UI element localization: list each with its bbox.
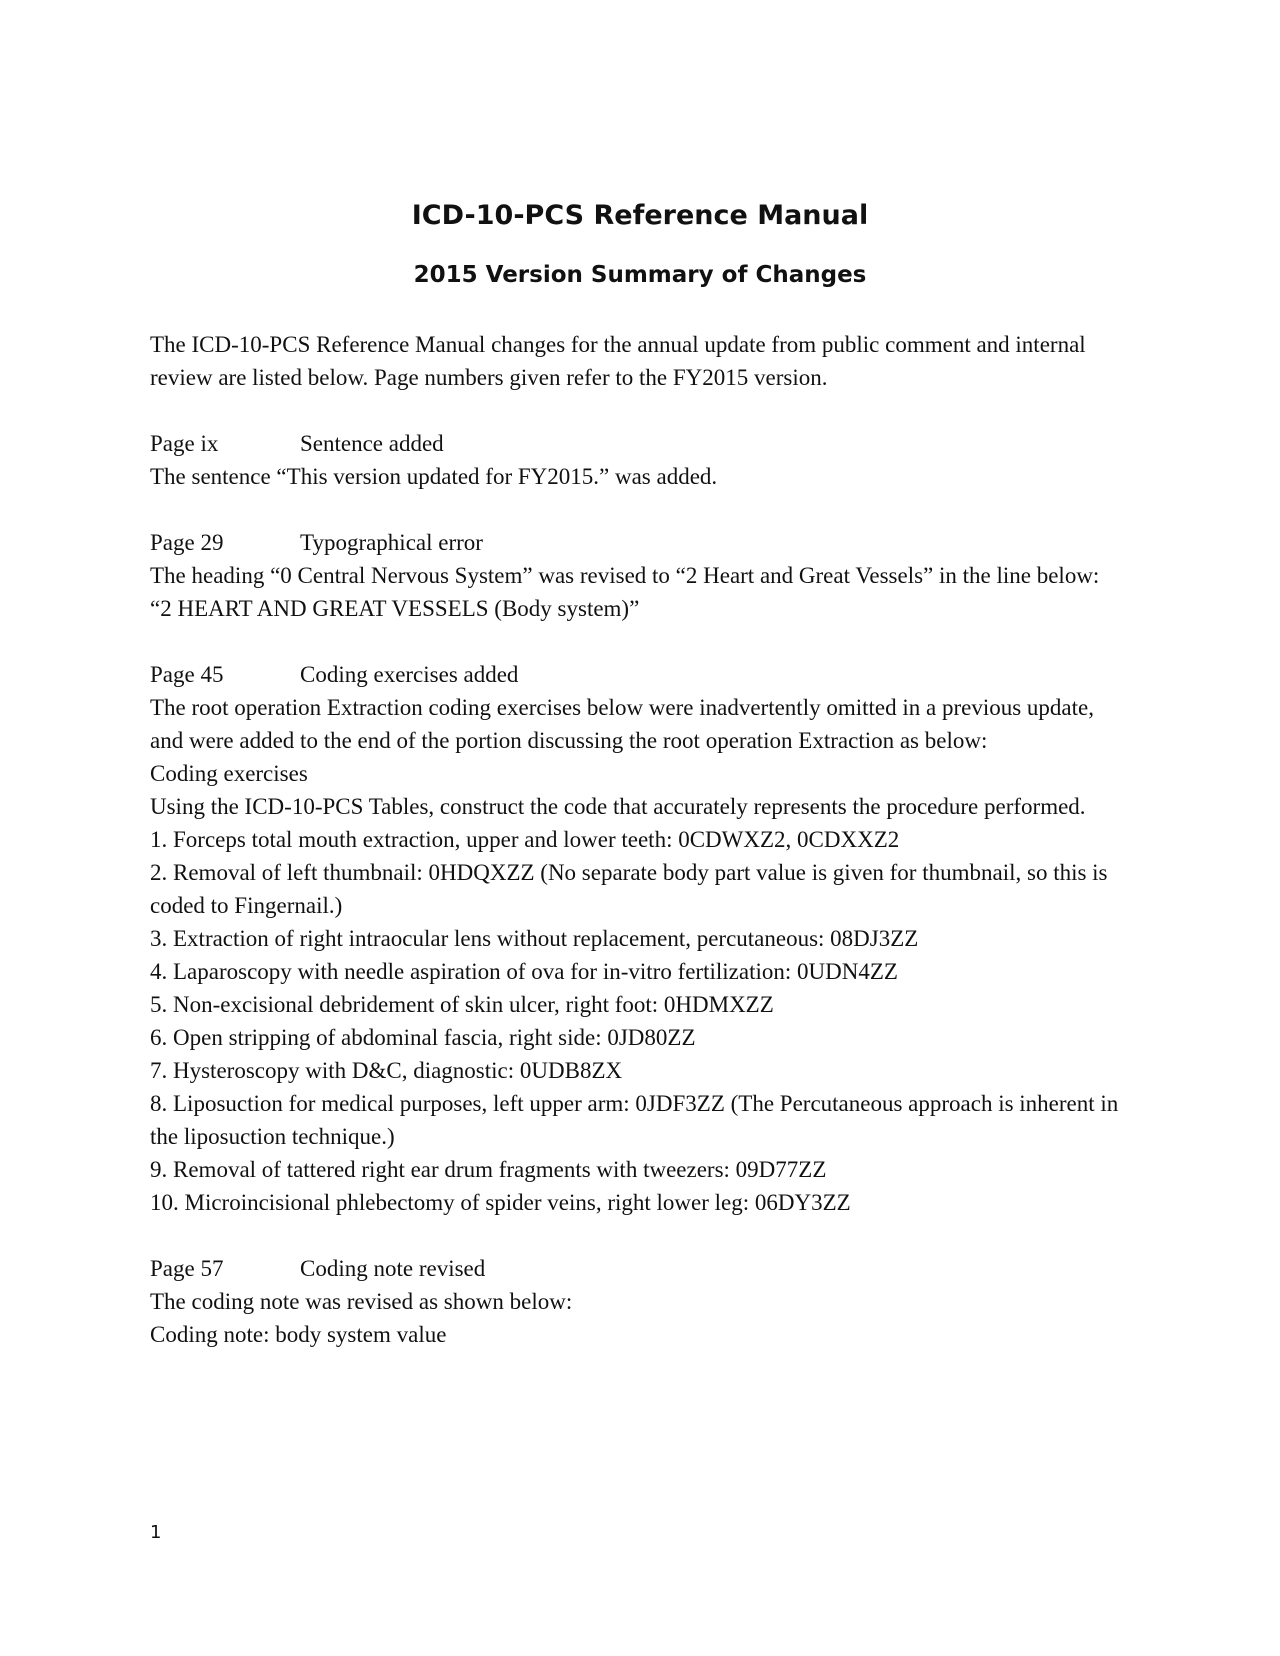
exercise-item: 5. Non-excisional debridement of skin ulcer, right foot: 0HDMXZZ	[150, 992, 774, 1017]
exercise-item: 8. Liposuction for medical purposes, left upper arm: 0JDF3ZZ (The Percutaneous approach is inherent in the liposuction technique.)	[150, 1091, 1119, 1149]
paragraph-gap	[150, 1219, 1130, 1252]
exercise-item: 10. Microincisional phlebectomy of spider veins, right lower leg: 06DY3ZZ	[150, 1190, 851, 1215]
change-type: Coding note revised	[300, 1256, 486, 1281]
change-type: Sentence added	[300, 431, 444, 456]
exercise-item: 9. Removal of tattered right ear drum fragments with tweezers: 09D77ZZ	[150, 1157, 827, 1182]
change-page-ref: Page 29	[150, 530, 224, 555]
paragraph-gap	[150, 625, 1130, 658]
exercise-item: 2. Removal of left thumbnail: 0HDQXZZ (No separate body part value is given for thumbnail, so this is coded to Fingernail.)	[150, 860, 1108, 918]
exercises-heading: Coding exercises	[150, 761, 308, 786]
exercise-item: 1. Forceps total mouth extraction, upper and lower teeth: 0CDWXZ2, 0CDXXZ2	[150, 827, 900, 852]
change-entry-header	[150, 427, 1130, 460]
document-body	[150, 328, 1130, 1351]
document-subtitle: 2015 Version Summary of Changes	[413, 262, 867, 288]
exercise-item: 6. Open stripping of abdominal fascia, right side: 0JD80ZZ	[150, 1025, 696, 1050]
coding-note: Coding note: body system value	[150, 1322, 447, 1347]
document-title: ICD-10-PCS Reference Manual	[411, 200, 869, 231]
exercises-instructions: Using the ICD-10-PCS Tables, construct the code that accurately represents the procedure performed.	[150, 794, 1086, 819]
change-page-ref: Page 45	[150, 662, 224, 687]
change-description: The heading “0 Central Nervous System” was revised to “2 Heart and Great Vessels” in the line below:	[150, 563, 1100, 588]
change-entry-header	[150, 658, 1130, 691]
change-entry-header	[150, 1252, 1130, 1285]
exercise-item: 4. Laparoscopy with needle aspiration of ova for in-vitro fertilization: 0UDN4ZZ	[150, 959, 898, 984]
change-description: The root operation Extraction coding exercises below were inadvertently omitted in a previous update, and were added to the end of the portion discussing the root operation Extraction as below:	[150, 695, 1094, 753]
change-page-ref: Page ix	[150, 431, 219, 456]
change-entry-header	[150, 526, 1130, 559]
exercise-item: 3. Extraction of right intraocular lens without replacement, percutaneous: 08DJ3ZZ	[150, 926, 919, 951]
change-type: Typographical error	[300, 530, 483, 555]
intro-paragraph: The ICD-10-PCS Reference Manual changes for the annual update from public comment and internal review are listed below. Page numbers given refer to the FY2015 version.	[150, 332, 1086, 390]
change-description: The sentence “This version updated for FY2015.” was added.	[150, 464, 718, 489]
quoted-heading: “2 HEART AND GREAT VESSELS (Body system)”	[150, 596, 640, 621]
exercise-item: 7. Hysteroscopy with D&C, diagnostic: 0UDB8ZX	[150, 1058, 623, 1083]
page-number: 1	[150, 1522, 162, 1543]
change-type: Coding exercises added	[300, 662, 519, 687]
change-description: The coding note was revised as shown below:	[150, 1289, 573, 1314]
paragraph-gap	[150, 493, 1130, 526]
change-page-ref: Page 57	[150, 1256, 224, 1281]
paragraph-gap	[150, 394, 1130, 427]
